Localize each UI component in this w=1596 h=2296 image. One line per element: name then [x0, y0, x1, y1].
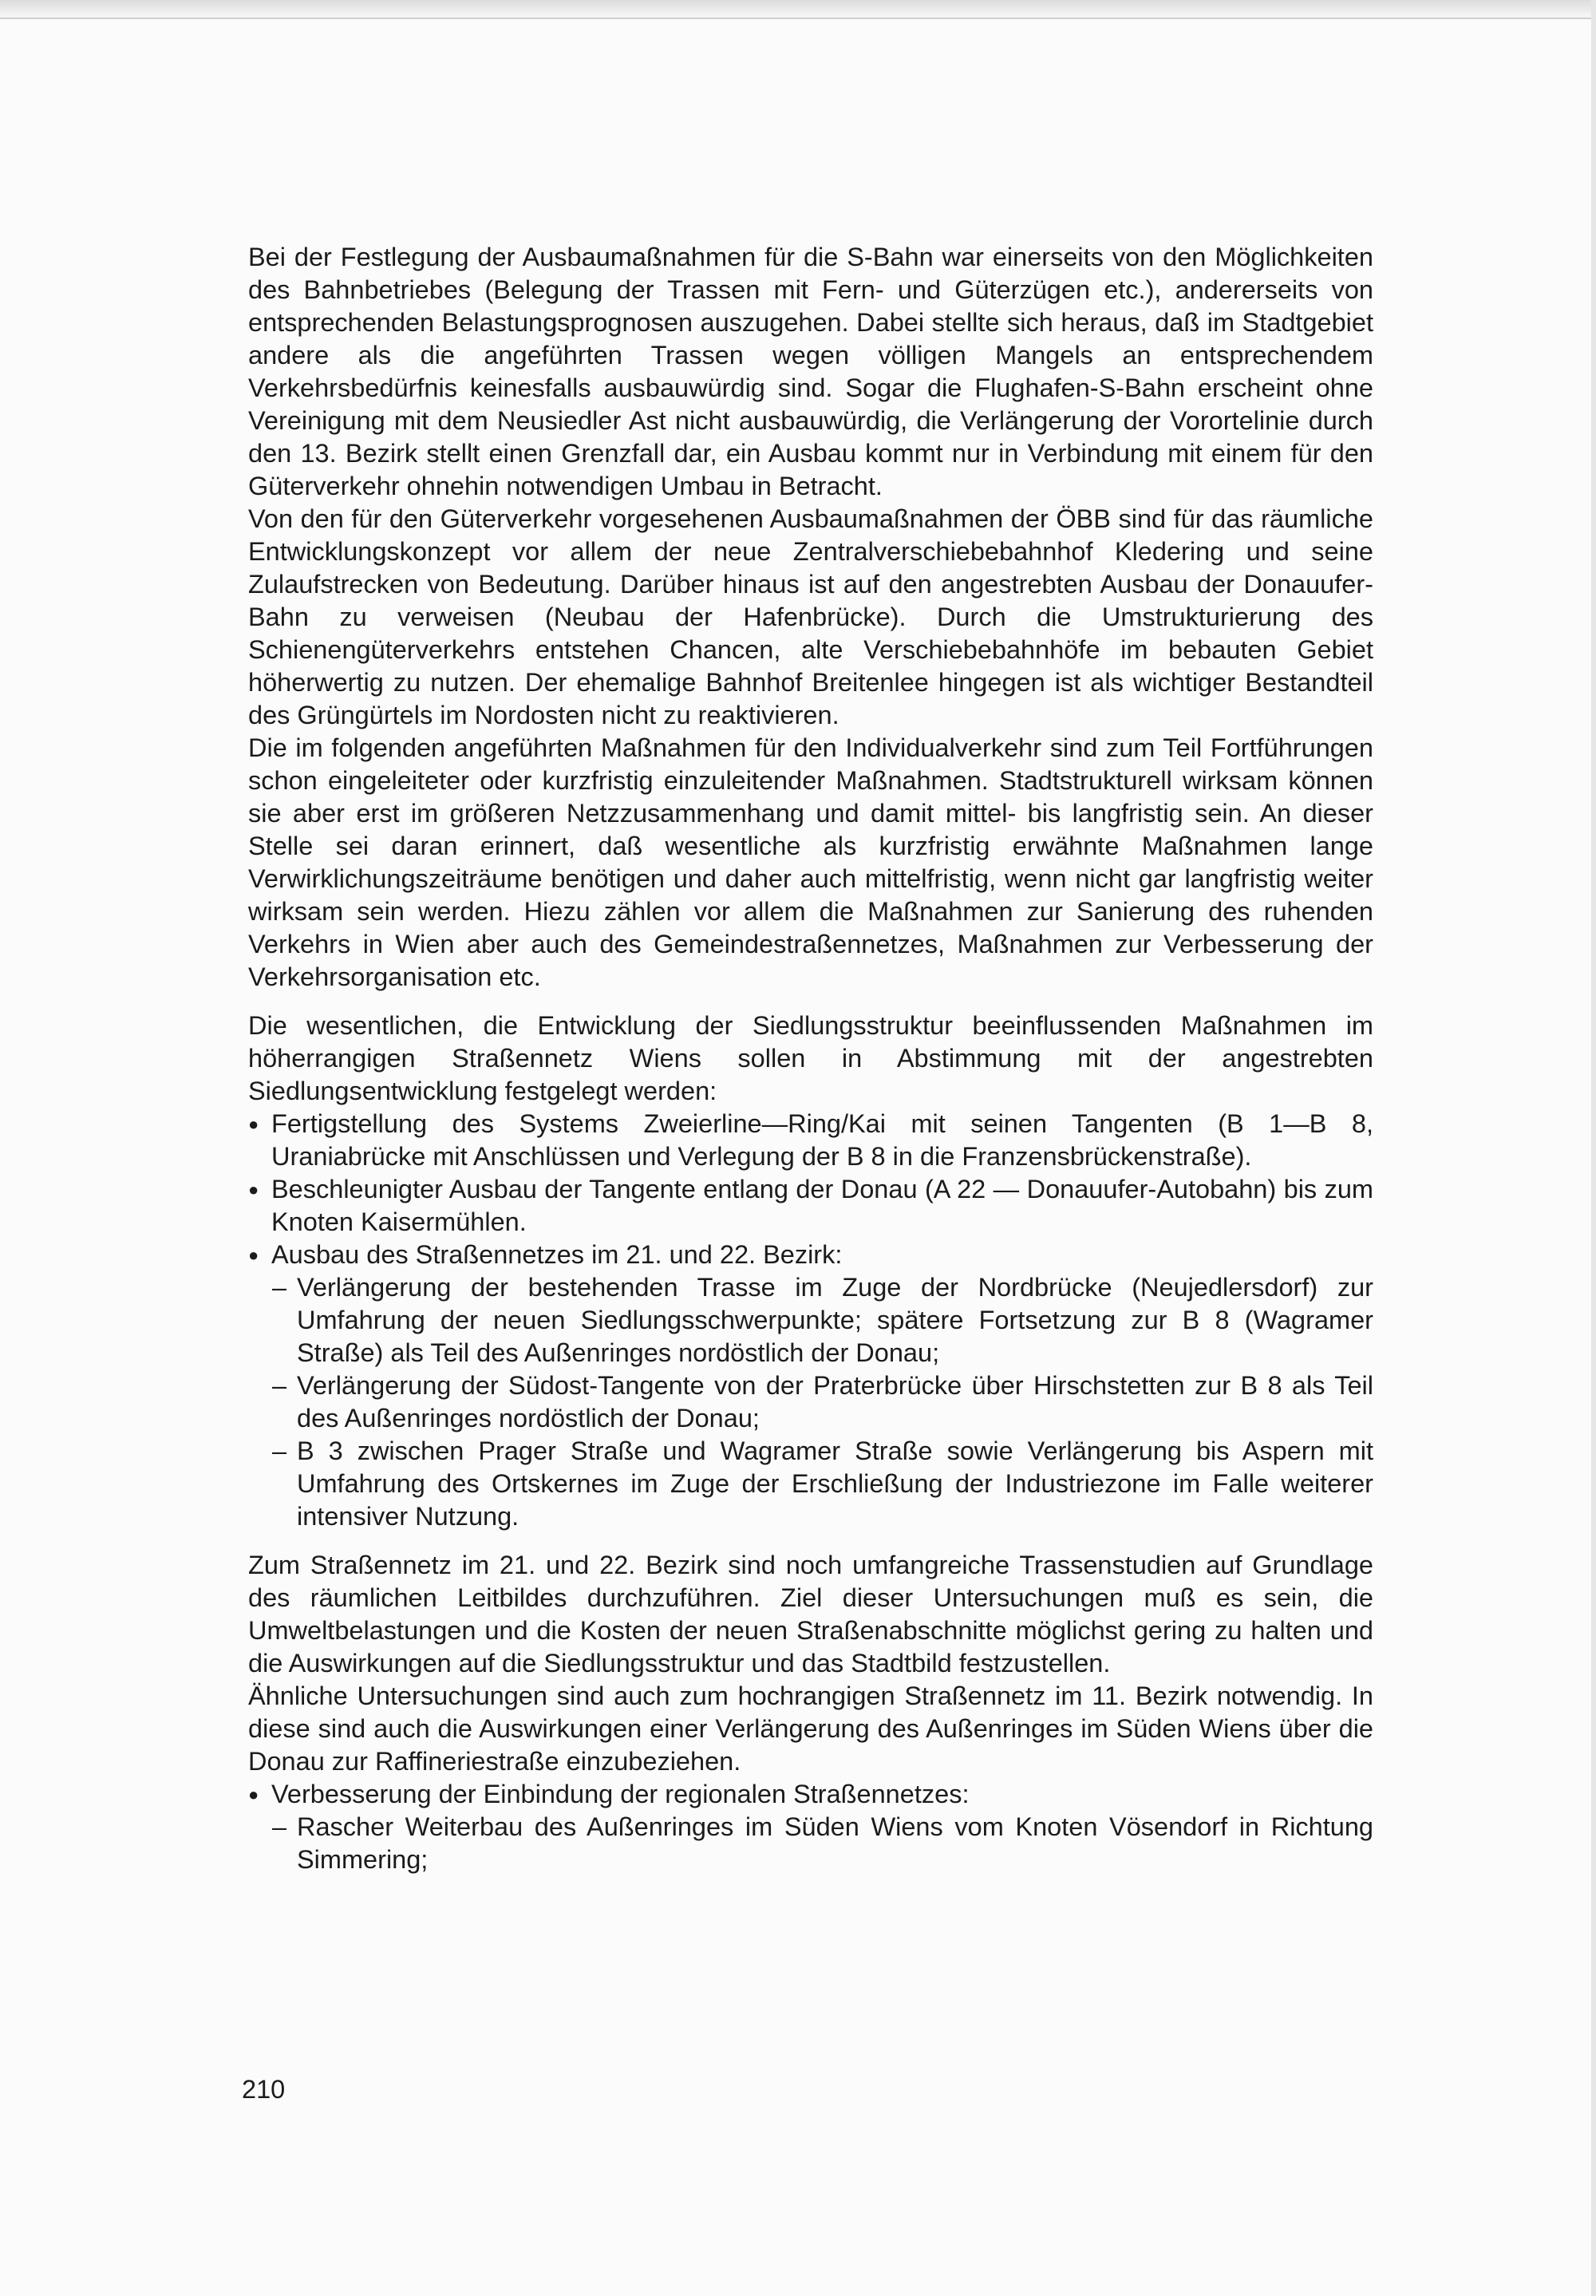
paragraph-strassennetz-intro: Die wesentlichen, die Entwicklung der Siedlungsstruktur beeinflussenden Maßnahmen im höherrangigen Straßennetz Wiens sollen in Abstimmung mit der angestrebten Siedlungsentwicklung festgelegt werden:	[248, 1011, 1373, 1105]
regional-list	[248, 1778, 1373, 1811]
list-item: ● Fertigstellung des Systems Zweierline—Ring/Kai mit seinen Tangenten (B 1—B 8, Uraniabrücke mit Anschlüssen und Verlegung der B 8 in die Franzensbrückenstraße).	[248, 1108, 1373, 1173]
paragraph-11-bezirk: Ähnliche Untersuchungen sind auch zum hochrangigen Straßennetz im 11. Bezirk notwendig. In diese sind auch die Auswirkungen einer Verlängerung des Außenringes im Süden Wiens über die Donau zur Raffineriestraße einzubeziehen.	[248, 1681, 1373, 1776]
page-number: 210	[242, 2075, 286, 2104]
sub-list-item: – Verlängerung der bestehenden Trasse im Zuge der Nordbrücke (Neujedlersdorf) zur Umfahrung der neuen Siedlungsschwerpunkte; spätere Fortsetzung zur B 8 (Wagramer Straße) als Teil des Außenringes nordöstlich der Donau;	[248, 1271, 1373, 1369]
page-edge-shadow	[1591, 0, 1596, 2296]
sub-list-item: – B 3 zwischen Prager Straße und Wagramer Straße sowie Verlängerung bis Aspern mit Umfahrung des Ortskernes im Zuge der Erschließung der Industriezone im Falle weiterer intensiver Nutzung.	[248, 1435, 1373, 1533]
paragraph-gueterverkehr: Von den für den Güterverkehr vorgesehenen Ausbaumaßnahmen der ÖBB sind für das räumliche Entwicklungskonzept vor allem der neue Zentralverschiebebahnhof Kledering und seine Zulaufstrecken von Bedeutung. Darüber hinaus ist auf den angestrebten Ausbau der Donauufer-Bahn zu verweisen (Neubau der Hafenbrücke). Durch die Umstrukturierung des Schienengüterverkehrs entstehen Chancen, alte Verschiebebahnhöfe im bebauten Gebiet höherwertig zu nutzen. Der ehemalige Bahnhof Breitenlee hingegen ist als wichtiger Bestandteil des Grüngürtels im Nordosten nicht zu reaktivieren.	[248, 504, 1373, 729]
paragraph-trassenstudien: Zum Straßennetz im 21. und 22. Bezirk sind noch umfangreiche Trassenstudien auf Grundlage des räumlichen Leitbildes durchzuführen. Ziel dieser Untersuchungen muß es sein, die Umweltbelastungen und die Kosten der neuen Straßenabschnitte möglichst gering zu halten und die Auswirkungen auf die Siedlungsstruktur und das Stadtbild festzustellen.	[248, 1551, 1373, 1678]
list-item: ● Verbesserung der Einbindung der regionalen Straßennetzes:	[248, 1778, 1373, 1811]
paragraph-individualverkehr: Die im folgenden angeführten Maßnahmen für den Individualverkehr sind zum Teil Fortführungen schon eingeleiteter oder kurzfristig einzuleitender Maßnahmen. Stadtstrukturell wirksam können sie aber erst im größeren Netzzusammenhang und damit mittel- bis langfristig sein. An dieser Stelle sei daran erinnert, daß wesentliche als kurzfristig erwähnte Maßnahmen lange Verwirklichungszeiträume benötigen und daher auch mittelfristig, wenn nicht gar langfristig weiter wirksam sein werden. Hiezu zählen vor allem die Maßnahmen zur Sanierung des ruhenden Verkehrs in Wien aber auch des Gemeindestraßennetzes, Maßnahmen zur Verbesserung der Verkehrsorganisation etc.	[248, 733, 1373, 991]
list-item: ● Ausbau des Straßennetzes im 21. und 22. Bezirk:	[248, 1239, 1373, 1271]
regional-sublist	[248, 1811, 1373, 1876]
scan-edge	[0, 0, 1596, 19]
sub-list-item: – Rascher Weiterbau des Außenringes im Süden Wiens vom Knoten Vösendorf in Richtung Simmering;	[248, 1811, 1373, 1876]
paragraph-s-bahn: Bei der Festlegung der Ausbaumaßnahmen für die S-Bahn war einerseits von den Möglichkeiten des Bahnbetriebes (Belegung der Trassen mit Fern- und Güterzügen etc.), andererseits von entsprechenden Belastungsprognosen auszugehen. Dabei stellte sich heraus, daß im Stadtgebiet andere als die angeführten Trassen wegen völligen Mangels an entsprechendem Verkehrsbedürfnis keinesfalls ausbauwürdig sind. Sogar die Flughafen-S-Bahn erscheint ohne Vereinigung mit dem Neusiedler Ast nicht ausbauwürdig, die Verlängerung der Vorortelinie durch den 13. Bezirk stellt einen Grenzfall dar, ein Ausbau kommt nur in Verbindung mit einem für den Güterverkehr ohnehin notwendigen Umbau in Betracht.	[248, 243, 1373, 500]
page-body	[248, 241, 1373, 1876]
list-item: ● Beschleunigter Ausbau der Tangente entlang der Donau (A 22 — Donauufer-Autobahn) bis zum Knoten Kaisermühlen.	[248, 1173, 1373, 1239]
sub-list-item: – Verlängerung der Südost-Tangente von der Praterbrücke über Hirschstetten zur B 8 als Teil des Außenringes nordöstlich der Donau;	[248, 1369, 1373, 1435]
measures-list	[248, 1108, 1373, 1271]
district-21-22-sublist	[248, 1271, 1373, 1533]
